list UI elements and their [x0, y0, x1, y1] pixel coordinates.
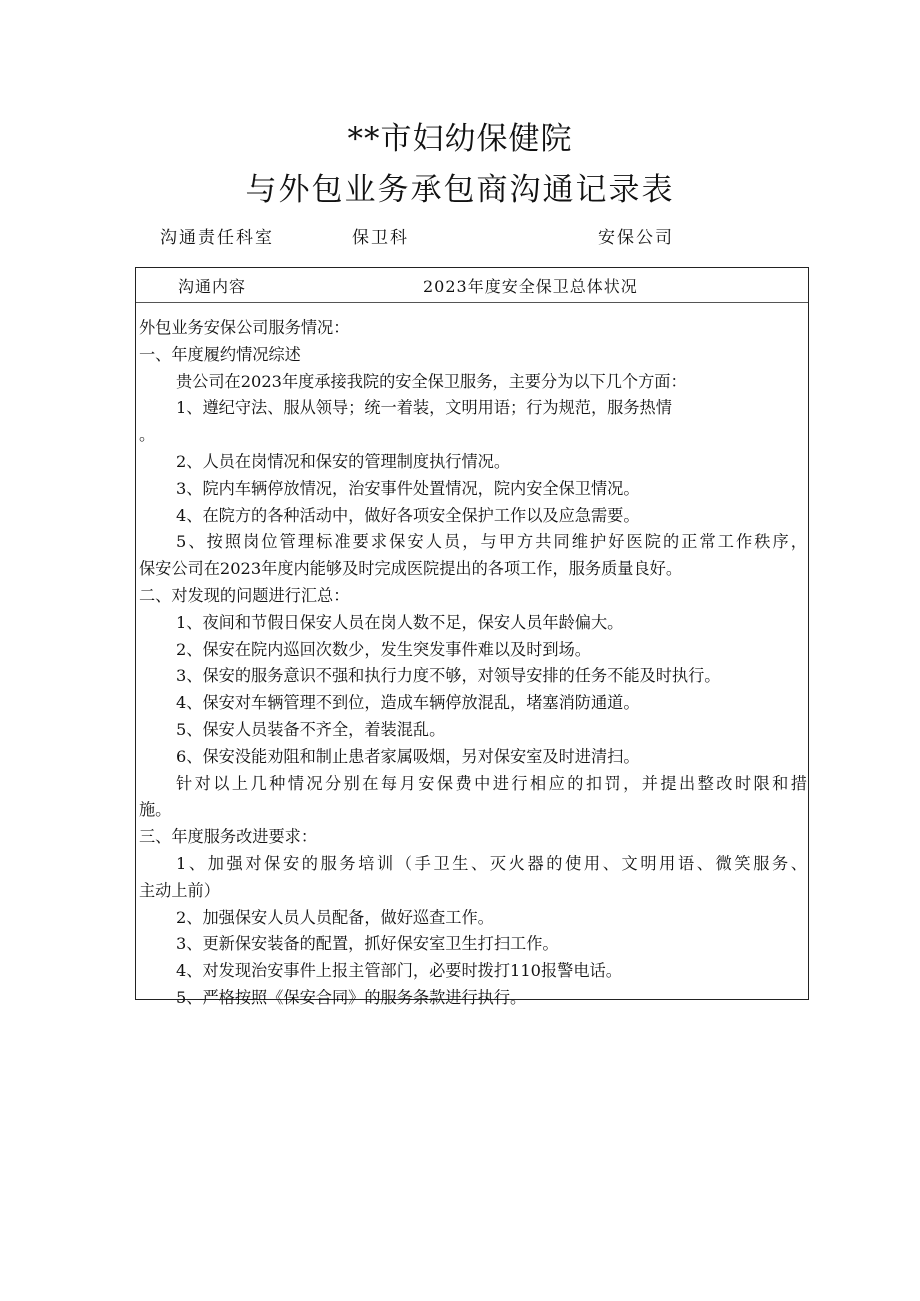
company-name: 安保公司 — [598, 228, 674, 248]
content-line: 4、保安对车辆管理不到位，造成车辆停放混乱，堵塞消防通道。 — [176, 693, 640, 713]
document-subtitle: 与外包业务承包商沟通记录表 — [245, 172, 675, 208]
content-line: 外包业务安保公司服务情况： — [139, 318, 350, 337]
content-line: 保安公司在2023年度内能够及时完成医院提出的各项工作，服务质量良好。 — [139, 559, 683, 579]
document-title: **市妇幼保健院 — [347, 121, 573, 157]
content-line: 3、更新保安装备的配置，抓好保安室卫生打扫工作。 — [176, 934, 559, 954]
content-line: 5、严格按照《保安合同》的服务条款进行执行。 — [176, 987, 527, 1007]
content-line: 一、年度履约情况综述 — [139, 344, 301, 364]
content-line: 4、在院方的各种活动中，做好各项安全保护工作以及应急需要。 — [176, 505, 640, 525]
content-line: 。 — [139, 425, 156, 445]
content-line: 2、保安在院内巡回次数少，发生突发事件难以及时到场。 — [176, 639, 591, 659]
content-line: 4、对发现治安事件上报主管部门，必要时拨打110报警电话。 — [176, 961, 622, 981]
content-line: 1、夜间和节假日保安人员在岗人数不足，保安人员年龄偏大。 — [176, 612, 624, 632]
content-line: 6、保安没能劝阻和制止患者家属吸烟，另对保安室及时进清扫。 — [176, 746, 640, 766]
dept-value: 保卫科 — [352, 228, 409, 248]
content-line: 2、加强保安人员人员配备，做好巡查工作。 — [176, 907, 494, 927]
content-line: 3、保安的服务意识不强和执行力度不够，对领导安排的任务不能及时执行。 — [176, 666, 721, 686]
content-line: 针对以上几种情况分别在每月安保费中进行相应的扣罚，并提出整改时限和措 — [176, 773, 807, 793]
row-divider — [136, 302, 808, 303]
content-line: 主动上前） — [139, 880, 220, 900]
content-body — [139, 315, 807, 1012]
record-table — [135, 267, 809, 1007]
content-line: 3、院内车辆停放情况，治安事件处置情况，院内安全保卫情况。 — [176, 478, 640, 498]
content-line: 三、年度服务改进要求： — [139, 827, 318, 847]
content-line: 贵公司在2023年度承接我院的安全保卫服务，主要分为以下几个方面： — [176, 371, 687, 391]
content-line: 1、加强对保安的服务培训（手卫生、灭火器的使用、文明用语、微笑服务、 — [176, 853, 807, 873]
content-line: 二、对发现的问题进行汇总： — [139, 585, 350, 605]
content-label: 沟通内容 — [178, 277, 247, 296]
content-line: 2、人员在岗情况和保安的管理制度执行情况。 — [176, 451, 511, 471]
content-line: 5、按照岗位管理标准要求保安人员，与甲方共同维护好医院的正常工作秩序， — [176, 532, 807, 552]
content-line: 5、保安人员装备不齐全，着装混乱。 — [176, 719, 446, 739]
content-line: 施。 — [139, 800, 172, 820]
dept-label: 沟通责任科室 — [160, 228, 274, 248]
content-topic: 2023年度安全保卫总体状况 — [423, 277, 638, 296]
content-line: 1、遵纪守法、服从领导；统一着装，文明用语；行为规范，服务热情 — [176, 398, 672, 418]
